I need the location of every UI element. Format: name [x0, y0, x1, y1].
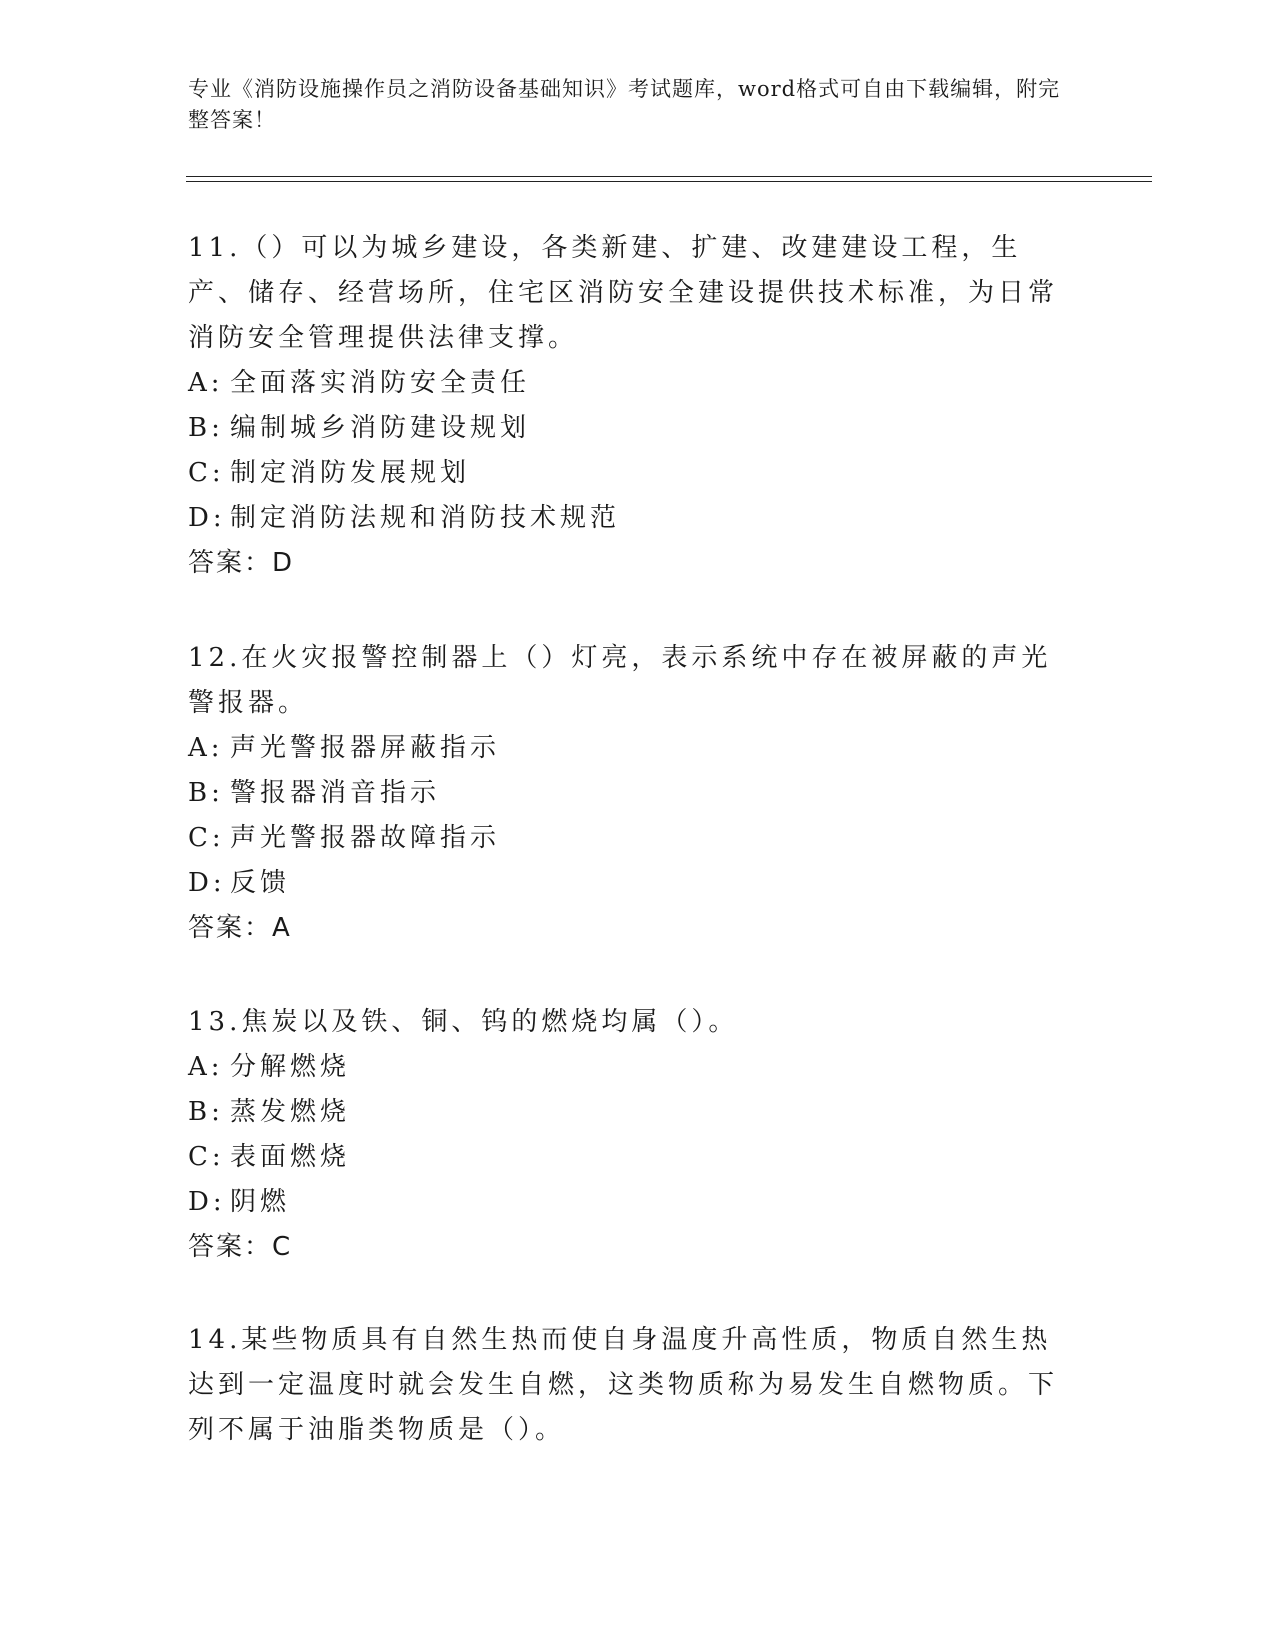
option-text: 蒸发燃烧 — [230, 1097, 351, 1127]
option-text: 反馈 — [230, 868, 291, 898]
option-d — [188, 496, 1078, 541]
answer-line: 答案：D — [188, 548, 295, 578]
option-text: 阴燃 — [230, 1187, 291, 1217]
option-c — [188, 451, 1078, 496]
document-header: 专业《消防设施操作员之消防设备基础知识》考试题库，word格式可自由下载编辑，附完整答案！ — [188, 77, 1061, 132]
option-key: C: — [188, 458, 225, 488]
question-stem: 11.（）可以为城乡建设，各类新建、扩建、改建建设工程，生产、储存、经营场所，住宅区消防安全建设提供技术标准，为日常消防安全管理提供法律支撑。 — [188, 233, 1059, 353]
option-key: A: — [188, 368, 224, 398]
option-text: 制定消防法规和消防技术规范 — [230, 503, 621, 533]
option-a — [188, 1045, 1078, 1090]
header-divider-bottom — [186, 181, 1152, 182]
option-key: C: — [188, 1142, 225, 1172]
question-12 — [188, 636, 1078, 951]
option-key: A: — [188, 733, 224, 763]
option-key: B: — [188, 1097, 224, 1127]
question-11 — [188, 226, 1078, 586]
option-a — [188, 726, 1078, 771]
option-key: B: — [188, 413, 224, 443]
option-text: 编制城乡消防建设规划 — [230, 413, 531, 443]
option-key: C: — [188, 823, 225, 853]
option-text: 制定消防发展规划 — [230, 458, 471, 488]
option-text: 表面燃烧 — [230, 1142, 351, 1172]
option-b — [188, 1090, 1078, 1135]
header-divider-top — [186, 176, 1152, 177]
question-stem: 14.某些物质具有自然生热而使自身温度升高性质，物质自然生热达到一定温度时就会发生自燃，这类物质称为易发生自燃物质。下列不属于油脂类物质是（）。 — [188, 1325, 1059, 1445]
option-text: 声光警报器故障指示 — [230, 823, 501, 853]
option-b — [188, 406, 1078, 451]
option-c — [188, 816, 1078, 861]
option-b — [188, 771, 1078, 816]
question-13 — [188, 1000, 1078, 1270]
question-stem: 13.焦炭以及铁、铜、钨的燃烧均属（）。 — [188, 1007, 739, 1037]
option-key: B: — [188, 778, 224, 808]
option-key: D: — [188, 868, 226, 898]
option-a — [188, 361, 1078, 406]
option-text: 声光警报器屏蔽指示 — [230, 733, 501, 763]
question-stem: 12.在火灾报警控制器上（）灯亮，表示系统中存在被屏蔽的声光警报器。 — [188, 643, 1052, 718]
option-c — [188, 1135, 1078, 1180]
option-text: 全面落实消防安全责任 — [230, 368, 531, 398]
option-key: A: — [188, 1052, 224, 1082]
answer-line: 答案：A — [188, 913, 292, 943]
answer-line: 答案：C — [188, 1232, 293, 1262]
question-14 — [188, 1318, 1078, 1453]
option-key: D: — [188, 503, 226, 533]
option-key: D: — [188, 1187, 226, 1217]
option-d — [188, 861, 1078, 906]
option-text: 警报器消音指示 — [230, 778, 441, 808]
option-text: 分解燃烧 — [230, 1052, 351, 1082]
option-d — [188, 1180, 1078, 1225]
